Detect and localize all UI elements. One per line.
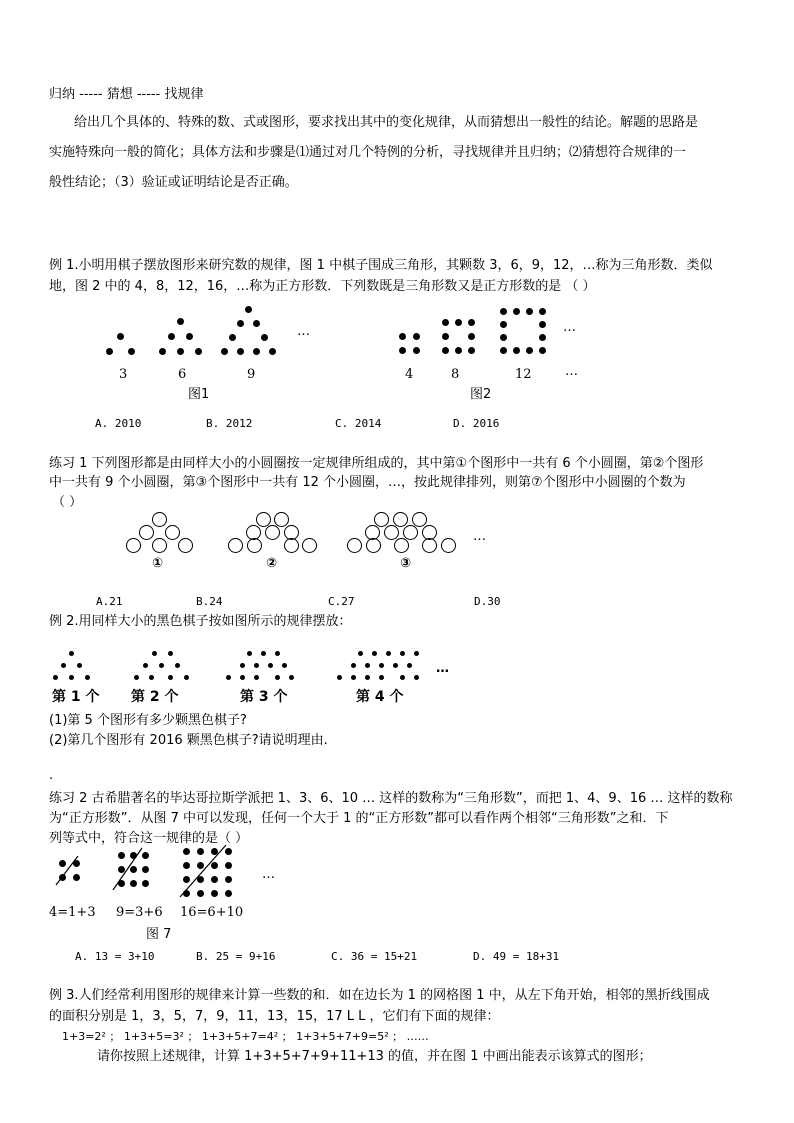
figure-2-ellipsis-2: … xyxy=(565,364,578,379)
example-3-line-2: 的面积分别是 1，3，5，7，9，11，13，15，17 L L ，它们有下面的规律： xyxy=(49,1009,500,1024)
example-2-ellipsis: … xyxy=(436,661,449,676)
practice-1-option-d: D.30 xyxy=(474,595,501,608)
practice-1-line-1: 练习 1 下列图形都是由同样大小的小圆圈按一定规律所组成的，其中第①个图形中一共有 6 个小圆圈，第②个图形 xyxy=(49,456,704,471)
example-1-line-2: 地，图 2 中的 4，8，12，16，…称为正方形数．下列数既是三角形数又是正方形数的是 （ ） xyxy=(49,279,596,294)
figure-7-eq-1: 4=1+3 xyxy=(49,905,96,920)
practice-2-option-b: B. 25 = 9+16 xyxy=(196,950,276,963)
figure-2-label-8: 8 xyxy=(451,367,460,382)
example-2-question-1: (1)第 5 个图形有多少颗黑色棋子? xyxy=(49,713,247,728)
example-3-line-3: 请你按照上述规律，计算 1+3+5+7+9+11+13 的值，并在图 1 中画出能表示该算式的图形； xyxy=(97,1049,652,1064)
figure-1-label-6: 6 xyxy=(178,367,187,382)
figure-7-line-3 xyxy=(0,0,1,1)
example-2-label-3: 第 3 个 xyxy=(240,689,288,705)
example-1-option-d: D. 2016 xyxy=(453,417,500,430)
example-2-label-1: 第 1 个 xyxy=(52,689,100,705)
practice-1-label-2: ② xyxy=(266,556,278,571)
figure-1-ellipsis: … xyxy=(297,324,310,339)
figure-7-ellipsis: … xyxy=(262,867,275,882)
section-title: 归纳 ----- 猜想 ----- 找规律 xyxy=(49,87,204,102)
intro-line-3: 般性结论；（3）验证或证明结论是否正确。 xyxy=(49,175,298,190)
figure-7-eq-3: 16=6+10 xyxy=(180,905,244,920)
practice-2-option-d: D. 49 = 18+31 xyxy=(473,950,560,963)
figure-2-caption: 图2 xyxy=(470,387,492,402)
practice-1-label-3: ③ xyxy=(400,556,412,571)
example-1-line-1: 例 1.小明用棋子摆放图形来研究数的规律，图 1 中棋子围成三角形，其颗数 3，6，9，12，…称为三角形数．类似 xyxy=(49,258,713,273)
example-1-option-b: B. 2012 xyxy=(206,417,253,430)
example-1-option-a: A. 2010 xyxy=(95,417,142,430)
example-2-line-1: 例 2.用同样大小的黑色棋子按如图所示的规律摆放： xyxy=(49,614,352,629)
practice-2-line-1: 练习 2 古希腊著名的毕达哥拉斯学派把 1、3、6、10 … 这样的数称为“三角形数”，而把 1、4、9、16 … 这样的数称 xyxy=(49,791,733,806)
example-2-label-4: 第 4 个 xyxy=(356,689,404,705)
example-2-question-2: (2)第几个图形有 2016 颗黑色棋子?请说明理由. xyxy=(49,733,328,748)
practice-1-line-2: 中一共有 9 个小圆圈，第③个图形中一共有 12 个小圆圈，…，按此规律排列，则第⑦个图形中小圆圈的个数为 xyxy=(49,475,686,490)
practice-1-option-c: C.27 xyxy=(328,595,355,608)
practice-2-option-a: A. 13 = 3+10 xyxy=(75,950,155,963)
practice-1-label-1: ① xyxy=(152,556,164,571)
practice-2-line-2: 为“正方形数”．从图 7 中可以发现，任何一个大于 1 的“正方形数”都可以看作两个相邻“三角形数”之和．下 xyxy=(49,811,669,826)
practice-2-option-c: C. 36 = 15+21 xyxy=(331,950,418,963)
example-3-formula: 1+3=2² ； 1+3+5=3² ； 1+3+5+7=4² ； 1+3+5+7+9=5² ； …… xyxy=(62,1030,429,1043)
example-1-option-c: C. 2014 xyxy=(335,417,382,430)
example-3-line-1: 例 3.人们经常利用图形的规律来计算一些数的和．如在边长为 1 的网格图 1 中，从左下角开始，相邻的黑折线围成 xyxy=(49,988,710,1003)
figure-2-label-12: 12 xyxy=(515,367,532,382)
figure-1-caption: 图1 xyxy=(188,387,210,402)
practice-1-line-3: （ ） xyxy=(52,495,83,510)
figure-1-label-9: 9 xyxy=(247,367,256,382)
practice-1-ellipsis: … xyxy=(473,529,486,544)
intro-line-2: 实施特殊向一般的简化；具体方法和步骤是⑴通过对几个特例的分析，寻找规律并且归纳；⑵猜想符合规律的一 xyxy=(49,145,687,160)
practice-1-option-b: B.24 xyxy=(196,595,223,608)
figure-2-ellipsis: … xyxy=(563,320,576,335)
figure-2-label-4: 4 xyxy=(405,367,414,382)
practice-2-mark: . xyxy=(49,768,54,783)
intro-line-1: 给出几个具体的、特殊的数、式或图形，要求找出其中的变化规律，从而猜想出一般性的结论。解题的思路是 xyxy=(74,115,699,130)
figure-1-label-3: 3 xyxy=(119,367,128,382)
practice-2-line-3: 列等式中，符合这一规律的是（ ） xyxy=(49,831,249,846)
figure-7-caption: 图 7 xyxy=(146,927,172,942)
figure-7-eq-2: 9=3+6 xyxy=(116,905,163,920)
example-2-label-2: 第 2 个 xyxy=(131,689,179,705)
practice-1-option-a: A.21 xyxy=(96,595,123,608)
